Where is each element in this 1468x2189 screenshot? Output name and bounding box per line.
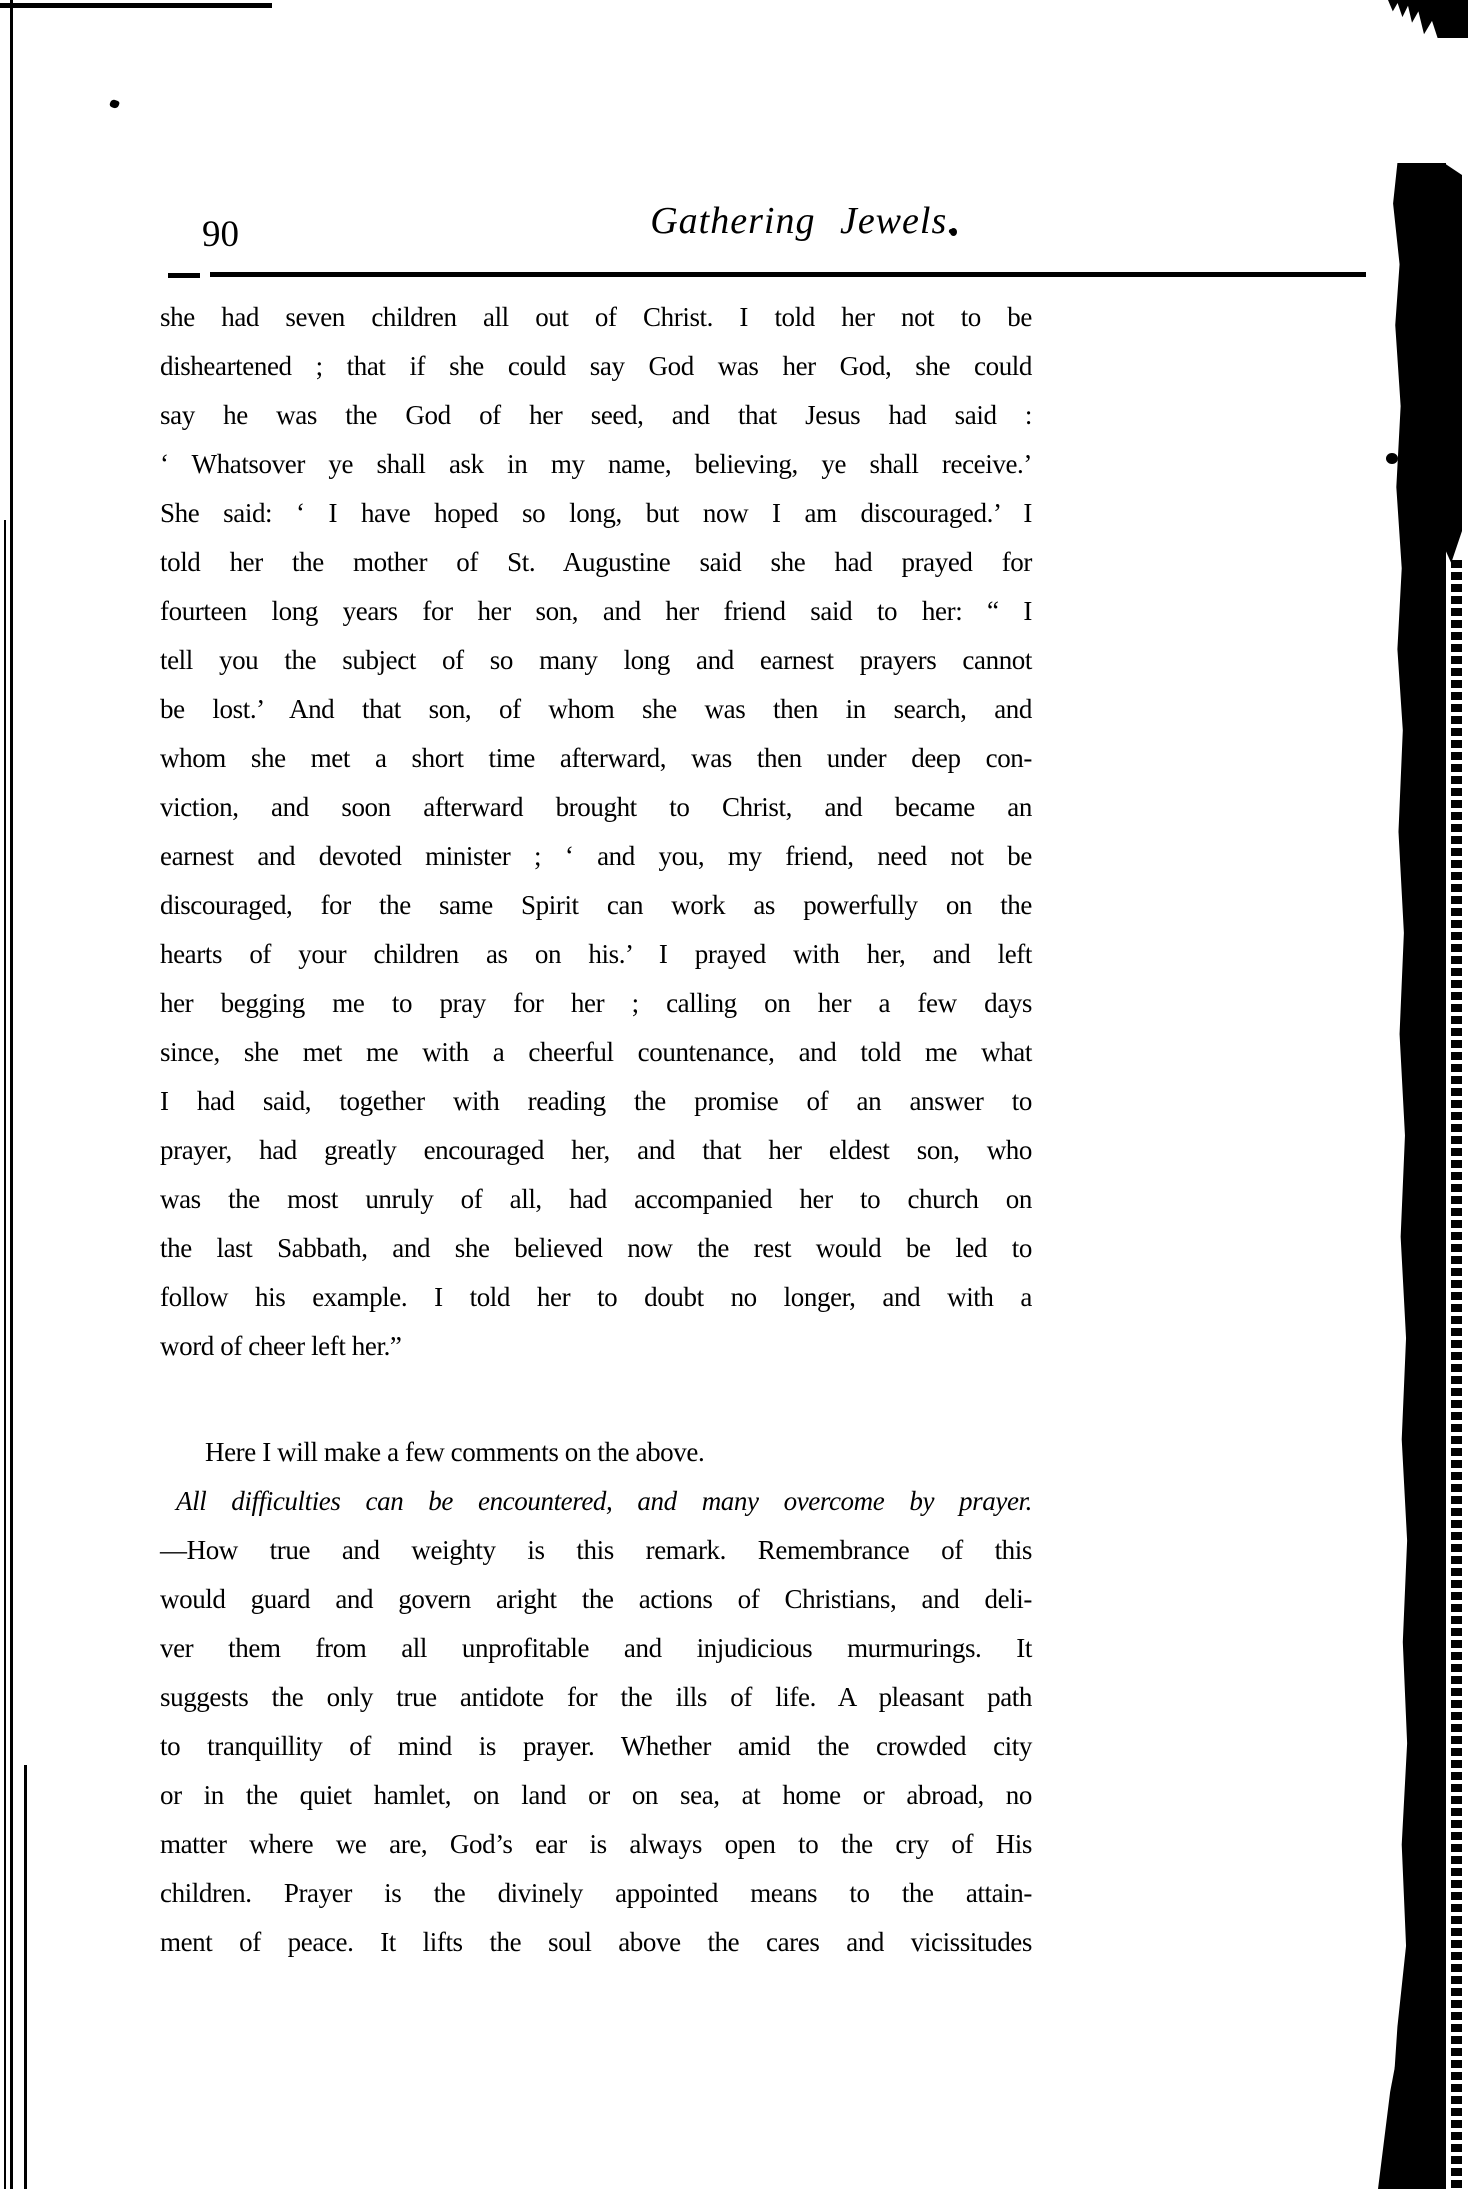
- text-line: told her the mother of St. Augustine said she had prayed for: [160, 547, 1032, 577]
- text-line: fourteen long years for her son, and her friend said to her: “ I: [160, 596, 1032, 626]
- text-line: whom she met a short time afterward, was then under deep con-: [160, 743, 1032, 773]
- text-line: would guard and govern aright the actions of Christians, and deli-: [160, 1584, 1032, 1614]
- page-number: 90: [202, 214, 239, 255]
- text-line: follow his example. I told her to doubt no longer, and with a: [160, 1282, 1032, 1312]
- head-rule-dash: [168, 273, 200, 278]
- text-line: disheartened ; that if she could say God was her God, she could: [160, 351, 1032, 381]
- text-line: suggests the only true antidote for the ills of life. A pleasant path: [160, 1682, 1032, 1712]
- text-line: —How true and weighty is this remark. Remembrance of this: [160, 1535, 1032, 1565]
- comment-paragraph: Here I will make a few comments on the above.: [205, 1437, 705, 1467]
- text-line: discouraged, for the same Spirit can work as powerfully on the: [160, 890, 1032, 920]
- text-line: she had seven children all out of Christ. I told her not to be: [160, 302, 1032, 332]
- text-line: earnest and devoted minister ; ‘ and you, my friend, need not be: [160, 841, 1032, 871]
- scan-ink-speck-1: [109, 99, 120, 110]
- text-line: ment of peace. It lifts the soul above the cares and vicissitudes: [160, 1927, 1032, 1957]
- text-line: children. Prayer is the divinely appointed means to the attain-: [160, 1878, 1032, 1908]
- scan-corner-tear: [1388, 0, 1468, 38]
- scan-top-border-line: [0, 3, 272, 8]
- scan-right-gutter-foot: [1378, 2040, 1400, 2189]
- text-line: I had said, together with reading the promise of an answer to: [160, 1086, 1032, 1116]
- text-line: word of cheer left her.”: [160, 1331, 402, 1361]
- text-line: ‘ Whatsover ye shall ask in my name, believing, ye shall receive.’: [160, 449, 1032, 479]
- running-title: Gathering Jewels.: [650, 200, 958, 242]
- text-line: her begging me to pray for her ; calling on her a few days: [160, 988, 1032, 1018]
- scan-right-gutter-cap: [1444, 163, 1462, 563]
- text-line: matter where we are, God’s ear is always open to the cry of His: [160, 1829, 1032, 1859]
- text-line: be lost.’ And that son, of whom she was then in search, and: [160, 694, 1032, 724]
- scan-right-gutter-band: [1392, 163, 1446, 2189]
- scan-left-edge-line-3: [24, 1765, 27, 2189]
- text-line: tell you the subject of so many long and earnest prayers cannot: [160, 645, 1032, 675]
- text-block: [160, 293, 1032, 1967]
- scan-left-edge-line-2: [4, 520, 6, 2189]
- text-line: hearts of your children as on his.’ I prayed with her, and left: [160, 939, 1032, 969]
- scan-left-edge-line-1: [10, 0, 13, 2189]
- head-rule: [210, 272, 1366, 277]
- text-line: since, she met me with a cheerful countenance, and told me what: [160, 1037, 1032, 1067]
- text-line: She said: ‘ I have hoped so long, but now I am discouraged.’ I: [160, 498, 1032, 528]
- scan-ink-speck-3: [1386, 453, 1398, 464]
- text-line: or in the quiet hamlet, on land or on sea, at home or abroad, no: [160, 1780, 1032, 1810]
- scan-right-gutter-strip: [1451, 560, 1462, 2189]
- text-line: the last Sabbath, and she believed now the rest would be led to: [160, 1233, 1032, 1263]
- text-line: was the most unruly of all, had accompanied her to church on: [160, 1184, 1032, 1214]
- text-line: say he was the God of her seed, and that Jesus had said :: [160, 400, 1032, 430]
- text-line: to tranquillity of mind is prayer. Whether amid the crowded city: [160, 1731, 1032, 1761]
- italic-thesis-line: All difficulties can be encountered, and many overcome by prayer.: [176, 1486, 1032, 1516]
- text-line: viction, and soon afterward brought to Christ, and became an: [160, 792, 1032, 822]
- text-line: ver them from all unprofitable and injudicious murmurings. It: [160, 1633, 1032, 1663]
- text-line: prayer, had greatly encouraged her, and that her eldest son, who: [160, 1135, 1032, 1165]
